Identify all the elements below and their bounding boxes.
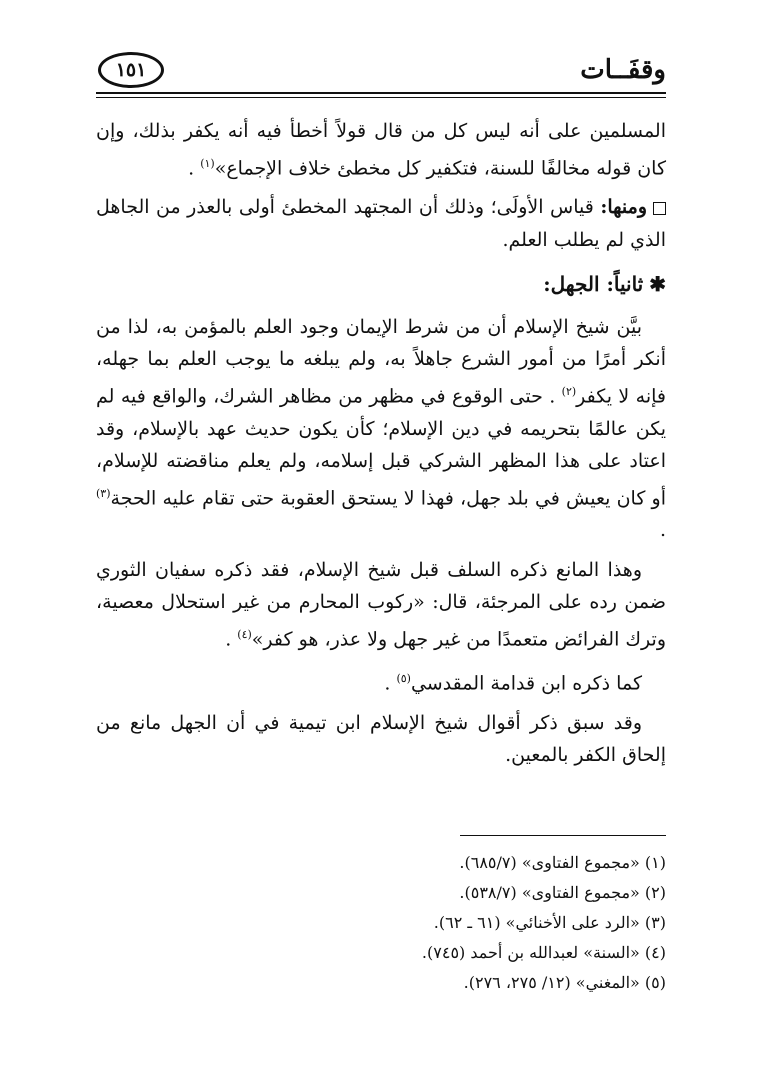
paragraph: بيَّن شيخ الإسلام أن من شرط الإيمان وجود العلم بالمؤمن به، لذا من أنكر أمرًا من أمور الشرع جاهلاً به، ولم يبلغه ما يوجب العلم بما جهله، فإنه لا يكفر$^{(٢)}$ . حتى الوقوع في مظهر من مظاهر الشرك، والواقع فيه لم يكن عالمًا بتحريمه في دين الإسلام؛ كأن يكون حديث عهد بالإسلام، وقد اعتاد على هذا المظهر الشركي قبل إسلامه، ولم يعلم مناقضته للإسلام، أو كان يعيش في بلد جهل، فهذا لا يستحق العقوبة حتى تقام عليه الحجة$^{(٣)}$ . (96, 315, 666, 542)
paragraph: وقد سبق ذكر أقوال شيخ الإسلام ابن تيمية في أن الجهل مانع من إلحاق الكفر بالمعين. (96, 711, 666, 767)
square-bullet-icon (653, 202, 666, 215)
paragraph: كما ذكره ابن قدامة المقدسي$^{(٥)}$ . (384, 671, 642, 695)
main-text (96, 115, 666, 779)
footnote: (١) «مجموع الفتاوى» (٦٨٥/٧). (459, 853, 666, 872)
page-number: ١٥١ (98, 52, 164, 88)
footnote-ref: (٣) (96, 486, 111, 500)
footnote-ref: (٢) (561, 384, 577, 398)
header-rule (96, 92, 666, 94)
paragraph: وهذا المانع ذكره السلف قبل شيخ الإسلام، فقد ذكره سفيان الثوري ضمن رده على المرجئة، قال: «ركوب المحارم من غير استحلال معصية، وترك الفرائض متعمدًا من غير جهل ولا عذر، هو كفر»$^{(٤)}$ . (96, 558, 666, 651)
footnotes (96, 848, 666, 998)
inline-label: ومنها: (600, 196, 647, 219)
section-heading: ✱ثانياً: الجهل: (543, 272, 666, 297)
asterisk-icon: ✱ (649, 272, 666, 297)
footnote: (٣) «الرد على الأخنائي» (٦١ ـ ٦٢). (433, 913, 666, 932)
running-title: وقفَــات (580, 55, 666, 85)
footnote: (٥) «المغني» (١٢/ ٢٧٥، ٢٧٦). (463, 973, 666, 992)
paragraph: ومنها: قياس الأولَى؛ وذلك أن المجتهد المخطئ أولى بالعذر من الجاهل الذي لم يطلب العلم. (96, 196, 666, 251)
footnote: (٤) «السنة» لعبدالله بن أحمد (٧٤٥). (421, 943, 666, 962)
footnote-ref: (٤) (237, 627, 252, 641)
footnote: (٢) «مجموع الفتاوى» (٥٣٨/٧). (459, 883, 666, 902)
footnote-ref: (١) (200, 156, 215, 170)
footnote-ref: (٥) (396, 671, 411, 685)
footnote-divider (460, 835, 666, 836)
paragraph: المسلمين على أنه ليس كل من قال قولاً أخطأ فيه أنه يكفر بذلك، وإن كان قوله مخالفًا للسنة، فتكفير كل مخطئ خلاف الإجماع»$^{(١)}$ . (96, 120, 666, 179)
